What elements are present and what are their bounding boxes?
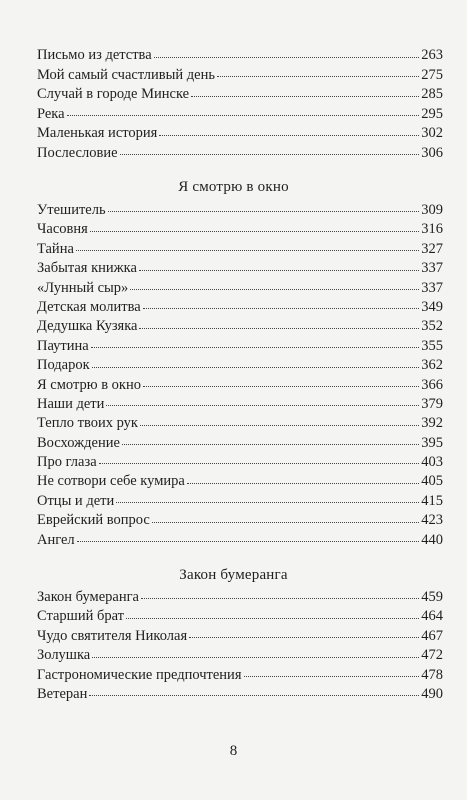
toc-entry	[37, 376, 443, 395]
dot-leader	[143, 386, 419, 387]
entry-title: Тайна	[37, 240, 74, 257]
entry-page: 395	[421, 434, 443, 451]
entry-title: Паутина	[37, 337, 89, 354]
dot-leader	[92, 367, 420, 368]
entry-title: Письмо из детства	[37, 47, 152, 63]
entry-page: 316	[421, 221, 443, 238]
entry-title: Не сотвори себе кумира	[37, 473, 185, 490]
toc-entry	[37, 492, 443, 511]
entry-title: Золушка	[37, 647, 91, 664]
toc-section-continued	[37, 46, 443, 163]
toc-entry	[37, 144, 443, 164]
entry-title: Старший брат	[37, 608, 125, 625]
dot-leader	[76, 250, 419, 251]
entry-page: 472	[421, 647, 443, 664]
toc-entry	[37, 414, 443, 433]
toc-entry	[37, 356, 443, 375]
entry-page: 309	[421, 202, 443, 218]
entry-title: Дедушка Кузяка	[37, 318, 138, 335]
toc-entry	[37, 434, 443, 453]
entry-page: 327	[421, 240, 443, 257]
entry-title: Подарок	[37, 357, 90, 374]
dot-leader	[120, 154, 420, 155]
entry-title: Гастрономические предпочтения	[37, 666, 242, 683]
entry-title: Ангел	[37, 531, 75, 548]
entry-page: 337	[421, 279, 443, 296]
entry-title: Утешитель	[37, 202, 106, 218]
toc-entry	[37, 607, 443, 626]
entry-page: 459	[421, 589, 443, 605]
dot-leader	[187, 483, 419, 484]
entry-page: 285	[421, 86, 443, 102]
entry-title: Маленькая история	[37, 125, 158, 141]
entry-title: Ветеран	[37, 685, 88, 702]
entry-title: Восхождение	[37, 434, 120, 451]
dot-leader	[141, 598, 419, 599]
dot-leader	[139, 328, 419, 329]
toc-entry	[37, 472, 443, 491]
entry-page: 263	[421, 47, 443, 63]
dot-leader	[90, 231, 419, 232]
dot-leader	[126, 618, 419, 619]
dot-leader	[99, 463, 420, 464]
toc-section	[37, 588, 443, 704]
entry-title: Отцы и дети	[37, 492, 115, 509]
toc-entry	[37, 685, 443, 704]
entry-page: 440	[421, 531, 443, 548]
toc-entry	[37, 646, 443, 665]
section-heading: Я смотрю в окно	[178, 179, 289, 195]
toc-entry	[37, 220, 443, 239]
toc-entry	[37, 85, 443, 105]
toc-entry	[37, 66, 443, 86]
entry-page: 275	[421, 66, 443, 83]
entry-page: 302	[421, 125, 443, 141]
entry-page: 464	[421, 608, 443, 625]
entry-page: 306	[421, 144, 443, 161]
dot-leader	[92, 657, 419, 658]
dot-leader	[159, 135, 419, 136]
entry-title: Случай в городе Минске	[37, 86, 190, 102]
toc-entry	[37, 317, 443, 336]
dot-leader	[139, 270, 419, 271]
entry-title: Тепло твоих рук	[37, 415, 138, 432]
toc-entry	[37, 511, 443, 530]
toc-entry	[37, 259, 443, 278]
entry-title: Чудо святителя Николая	[37, 627, 188, 644]
entry-page: 405	[421, 473, 443, 490]
entry-page: 355	[421, 337, 443, 354]
toc-entry	[37, 666, 443, 685]
dot-leader	[89, 695, 419, 696]
dot-leader	[122, 444, 419, 445]
entry-title: «Лунный сыр»	[37, 279, 129, 296]
toc-entry	[37, 46, 443, 66]
toc-entry	[37, 588, 443, 607]
dot-leader	[67, 115, 420, 116]
entry-page: 337	[421, 260, 443, 277]
entry-title: Забытая книжка	[37, 260, 137, 277]
dot-leader	[108, 211, 420, 212]
dot-leader	[154, 57, 420, 58]
entry-page: 362	[421, 357, 443, 374]
entry-title: Детская молитва	[37, 298, 141, 315]
toc-entry	[37, 124, 443, 144]
entry-page: 295	[421, 105, 443, 122]
dot-leader	[116, 502, 419, 503]
entry-title: Наши дети	[37, 395, 105, 412]
toc-entry	[37, 395, 443, 414]
toc-entry	[37, 240, 443, 259]
dot-leader	[217, 76, 419, 77]
entry-title: Мой самый счастливый день	[37, 66, 215, 83]
dot-leader	[152, 522, 419, 523]
entry-title: Закон бумеранга	[37, 589, 139, 605]
toc-entry	[37, 105, 443, 125]
section-heading: Закон бумеранга	[179, 567, 288, 583]
entry-title: Река	[37, 105, 65, 122]
toc-section	[37, 201, 443, 550]
entry-page: 392	[421, 415, 443, 432]
toc-entry	[37, 627, 443, 646]
page-number: 8	[229, 743, 238, 759]
dot-leader	[140, 425, 419, 426]
entry-page: 490	[421, 685, 443, 702]
dot-leader	[191, 96, 419, 97]
entry-page: 478	[421, 666, 443, 683]
entry-title: Про глаза	[37, 454, 97, 471]
dot-leader	[143, 308, 420, 309]
dot-leader	[77, 541, 420, 542]
toc-entry	[37, 201, 443, 220]
toc-entry	[37, 337, 443, 356]
entry-page: 349	[421, 298, 443, 315]
dot-leader	[106, 405, 419, 406]
toc-entry	[37, 453, 443, 472]
entry-title: Я смотрю в окно	[37, 376, 141, 393]
entry-page: 379	[421, 395, 443, 412]
entry-page: 366	[421, 376, 443, 393]
entry-page: 352	[421, 318, 443, 335]
dot-leader	[130, 289, 419, 290]
entry-title: Послесловие	[37, 144, 118, 161]
entry-page: 467	[421, 627, 443, 644]
toc-entry	[37, 531, 443, 550]
dot-leader	[244, 676, 420, 677]
toc-entry	[37, 298, 443, 317]
entry-page: 423	[421, 512, 443, 529]
entry-page: 415	[421, 492, 443, 509]
dot-leader	[189, 637, 419, 638]
toc-entry	[37, 279, 443, 298]
entry-title: Часовня	[37, 221, 88, 238]
dot-leader	[91, 347, 420, 348]
entry-title: Еврейский вопрос	[37, 512, 150, 529]
entry-page: 403	[421, 454, 443, 471]
